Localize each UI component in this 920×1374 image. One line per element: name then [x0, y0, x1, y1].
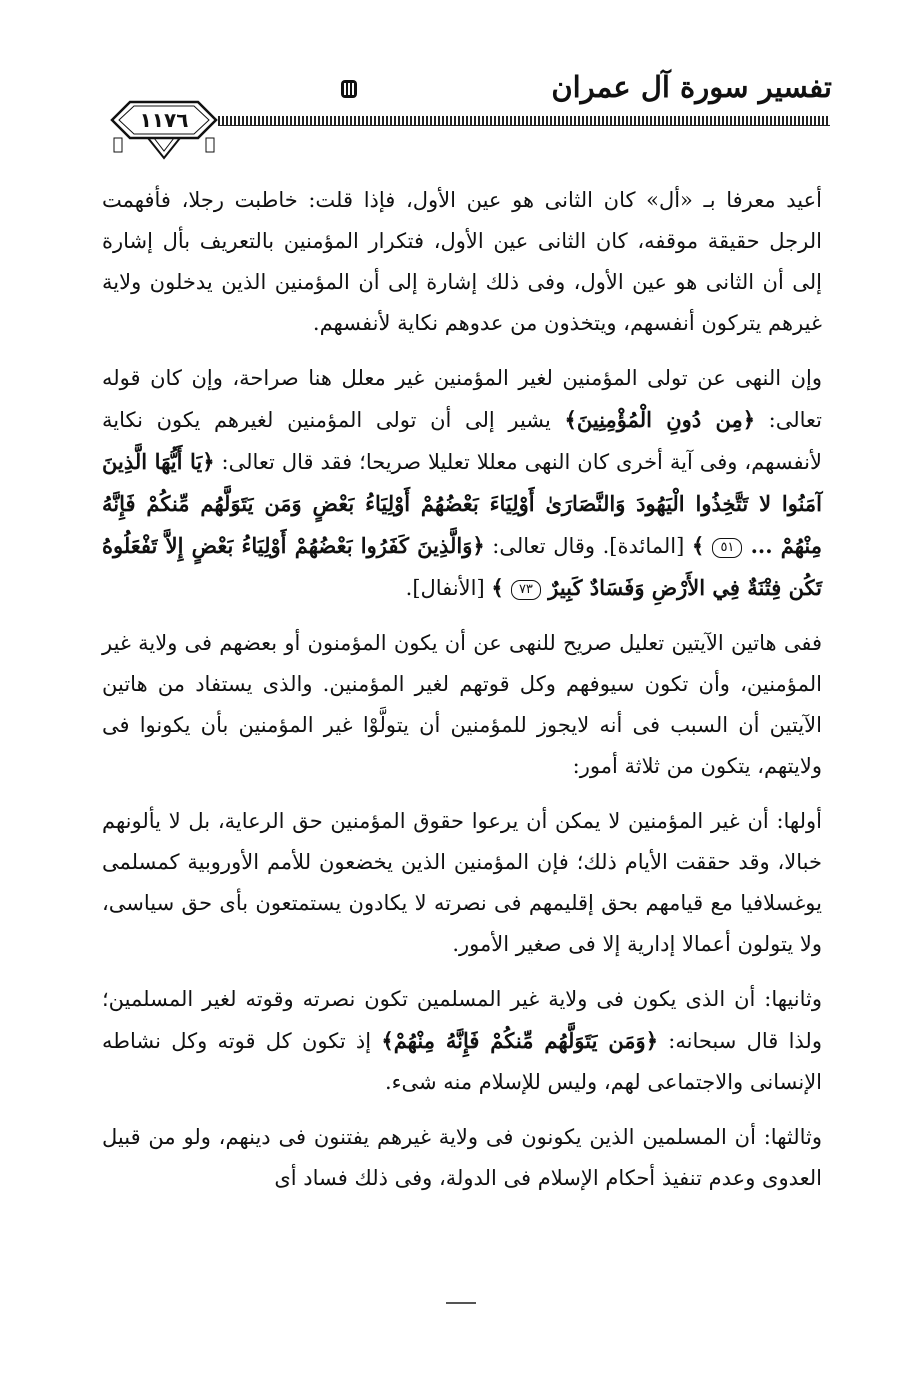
paragraph-4: أولها: أن غير المؤمنين لا يمكن أن يرعوا حقوق المؤمنين حق الرعاية، بل لا يألونهم خبالا، وقد حققت الأيام ذلك؛ فإن المؤمنين الذين يخضعون للأمم الأوروبية كمسلمى يوغسلافيا مع قيامهم بحق إقليمهم فى نصرته لا يكادون يستمتعون بأى حق سياسى، ولا يتولون أعمالا إدارية إلا فى صغير الأمور. — [102, 809, 822, 956]
page-header — [108, 62, 832, 162]
paragraph-text: إذ تكون كل قوته وكل نشاطه الإنسانى والاجتماعى لهم، وليس للإسلام منه شىء. — [102, 1029, 822, 1094]
paragraph-3: ففى هاتين الآيتين تعليل صريح للنهى عن أن يكون المؤمنون أو بعضهم فى ولاية غير المؤمنين، وأن تكون سيوفهم وكل قوتهم لغير المؤمنين. والذى يستفاد من هاتين الآيتين أن السبب فى أنه لايجوز للمؤمنين أن يتولَّوْا غير المؤمنين بأن يكونوا فى ولايتهم، يتكون من ثلاثة أمور: — [102, 631, 822, 778]
ornament-icon — [340, 78, 358, 100]
quran-verse: ﴿مِن دُونِ الْمُؤْمِنِينَ﴾ — [564, 407, 755, 432]
running-title: تفسير سورة آل عمران — [551, 70, 832, 104]
paragraph-6: وثالثها: أن المسلمين الذين يكونون فى ولاية غيرهم يفتنون فى دينهم، ولو من قبيل العدوى وعدم تنفيذ أحكام الإسلام فى الدولة، وفى ذلك فساد أى — [102, 1125, 822, 1190]
quran-verse: ﴿وَمَن يَتَوَلَّهُم مِّنكُمْ فَإِنَّهُ مِنْهُمْ﴾ — [381, 1028, 659, 1053]
page-number-badge — [108, 98, 220, 162]
surah-reference: [المائدة]. — [602, 534, 685, 558]
ayah-number-marker: ٧٣ — [511, 580, 541, 600]
paragraph-text: يشير إلى أن تولى المؤمنين لغيرهم يكون نكاية لأنفسهم، وفى آية أخرى كان النهى معللا تعليلا صريحا؛ فقد قال تعالى: — [102, 408, 822, 474]
verse-end: ﴾ — [691, 533, 705, 558]
verse-end: ﴾ — [491, 575, 504, 600]
verse-text: ﴿يَا أَيُّهَا الَّذِينَ آمَنُوا لا تَتَّخِذُوا الْيَهُودَ وَالنَّصَارَىٰ أَوْلِيَاءَ بَعْضُهُمْ أَوْلِيَاءُ بَعْضٍ وَمَن يَتَوَلَّهُم مِّنكُمْ فَإِنَّهُ مِنْهُمْ ... — [102, 449, 823, 558]
footer-mark — [446, 1302, 476, 1304]
header-rule — [218, 116, 830, 126]
page-content — [102, 180, 822, 1213]
paragraph-5 — [102, 979, 822, 1103]
ayah-number-marker: ٥١ — [712, 538, 742, 558]
paragraph-text: وقال تعالى: — [492, 534, 596, 558]
paragraph-text: وثانيها: أن الذى يكون فى ولاية غير المسلمين تكون نصرته وقوته لغير المسلمين؛ ولذا قال سبحانه: — [102, 987, 822, 1053]
paragraph-2 — [102, 358, 822, 609]
surah-reference: [الأنفال]. — [405, 576, 485, 600]
paragraph-1: أعيد معرفا بـ «أل» كان الثانى هو عين الأول، فإذا قلت: خاطبت رجلا، فأفهمت الرجل حقيقة موقفه، كان الثانى عين الأول، فتكرار المؤمنين بالتعريف بأل إشارة إلى أن الثانى هو عين الأول، وفى ذلك إشارة إلى أن المؤمنين الذين يدخلون ولاية غيرهم يتركون أنفسهم، ويتخذون من عدوهم نكاية لأنفسهم. — [102, 188, 822, 335]
verse-text: ﴿وَالَّذِينَ كَفَرُوا بَعْضُهُمْ أَوْلِيَاءُ بَعْضٍ إِلاَّ تَفْعَلُوهُ تَكُن فِتْنَةٌ فِي الأَرْضِ وَفَسَادٌ كَبِيرٌ — [102, 533, 822, 600]
paragraph-text: وإن النهى عن تولى المؤمنين لغير المؤمنين غير معلل هنا صراحة، وإن كان قوله تعالى: — [102, 366, 823, 432]
page-number: ١١٧٦ — [139, 108, 189, 132]
